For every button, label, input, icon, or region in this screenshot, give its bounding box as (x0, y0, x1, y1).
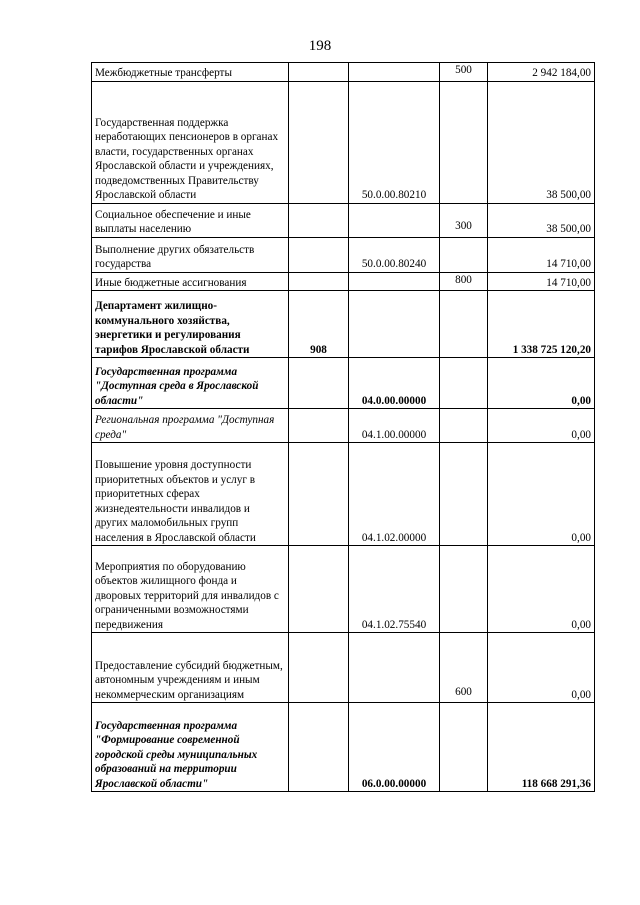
row-expense-type-cell (440, 409, 488, 443)
row-name-cell: Повышение уровня доступности приоритетных объектов и услуг в приоритетных сферах жизнедеятельности инвалидов и других маломобильных групп населения в Ярославской области (92, 443, 289, 546)
row-expense-type-cell (440, 443, 488, 546)
row-target-code-cell: 04.0.00.00000 (349, 358, 440, 409)
table-row (92, 633, 595, 703)
row-name-cell: Государственная программа "Доступная среда в Ярославской области" (92, 358, 289, 409)
row-department-code-cell (289, 358, 349, 409)
row-target-code-cell: 04.1.00.00000 (349, 409, 440, 443)
row-target-code-cell (349, 291, 440, 358)
row-name-cell: Межбюджетные трансферты (92, 63, 289, 82)
row-amount-cell: 2 942 184,00 (488, 63, 595, 82)
row-target-code-cell: 50.0.00.80240 (349, 237, 440, 272)
row-expense-type-cell (440, 81, 488, 203)
table-row (92, 703, 595, 792)
row-expense-type-cell: 600 (440, 633, 488, 703)
row-department-code-cell: 908 (289, 291, 349, 358)
row-department-code-cell (289, 409, 349, 443)
row-target-code-cell: 04.1.02.00000 (349, 443, 440, 546)
row-department-code-cell (289, 633, 349, 703)
table-row (92, 409, 595, 443)
row-department-code-cell (289, 237, 349, 272)
table-row (92, 203, 595, 237)
row-name-cell: Государственная программа "Формирование современной городской среды муниципальных образований на территории Ярославской области" (92, 703, 289, 792)
row-name-cell: Социальное обеспечение и иные выплаты населению (92, 203, 289, 237)
row-expense-type-cell (440, 358, 488, 409)
row-target-code-cell (349, 633, 440, 703)
row-amount-cell: 0,00 (488, 546, 595, 633)
row-name-cell: Мероприятия по оборудованию объектов жилищного фонда и дворовых территорий для инвалидов с ограниченными возможностями передвижения (92, 546, 289, 633)
table-row (92, 443, 595, 546)
row-name-cell: Выполнение других обязательств государства (92, 237, 289, 272)
row-department-code-cell (289, 203, 349, 237)
row-expense-type-cell (440, 291, 488, 358)
row-target-code-cell: 04.1.02.75540 (349, 546, 440, 633)
row-expense-type-cell (440, 703, 488, 792)
budget-table-body (92, 63, 595, 792)
row-target-code-cell (349, 272, 440, 291)
row-amount-cell: 0,00 (488, 358, 595, 409)
row-department-code-cell (289, 703, 349, 792)
table-row (92, 291, 595, 358)
table-row (92, 272, 595, 291)
row-expense-type-cell: 800 (440, 272, 488, 291)
row-target-code-cell (349, 203, 440, 237)
row-amount-cell: 1 338 725 120,20 (488, 291, 595, 358)
row-amount-cell: 0,00 (488, 409, 595, 443)
row-amount-cell: 14 710,00 (488, 272, 595, 291)
row-expense-type-cell: 300 (440, 203, 488, 237)
row-amount-cell: 38 500,00 (488, 203, 595, 237)
row-name-cell: Департамент жилищно-коммунального хозяйства, энергетики и регулирования тарифов Ярославской области (92, 291, 289, 358)
page-number: 198 (308, 38, 332, 54)
row-department-code-cell (289, 272, 349, 291)
row-amount-cell: 0,00 (488, 633, 595, 703)
row-department-code-cell (289, 81, 349, 203)
budget-table (91, 62, 595, 792)
row-amount-cell: 0,00 (488, 443, 595, 546)
row-target-code-cell (349, 63, 440, 82)
table-row (92, 546, 595, 633)
table-row (92, 81, 595, 203)
row-amount-cell: 14 710,00 (488, 237, 595, 272)
row-department-code-cell (289, 443, 349, 546)
row-expense-type-cell: 500 (440, 63, 488, 82)
row-amount-cell: 118 668 291,36 (488, 703, 595, 792)
table-row (92, 63, 595, 82)
row-name-cell: Иные бюджетные ассигнования (92, 272, 289, 291)
row-name-cell: Государственная поддержка неработающих пенсионеров в органах власти, государственных органах Ярославской области и учреждениях, подведомственных Правительству Ярославской области (92, 81, 289, 203)
row-department-code-cell (289, 546, 349, 633)
row-target-code-cell: 50.0.00.80210 (349, 81, 440, 203)
row-name-cell: Региональная программа "Доступная среда" (92, 409, 289, 443)
row-target-code-cell: 06.0.00.00000 (349, 703, 440, 792)
row-expense-type-cell (440, 546, 488, 633)
row-department-code-cell (289, 63, 349, 82)
row-expense-type-cell (440, 237, 488, 272)
row-amount-cell: 38 500,00 (488, 81, 595, 203)
table-row (92, 358, 595, 409)
table-row (92, 237, 595, 272)
row-name-cell: Предоставление субсидий бюджетным, автономным учреждениям и иным некоммерческим организациям (92, 633, 289, 703)
